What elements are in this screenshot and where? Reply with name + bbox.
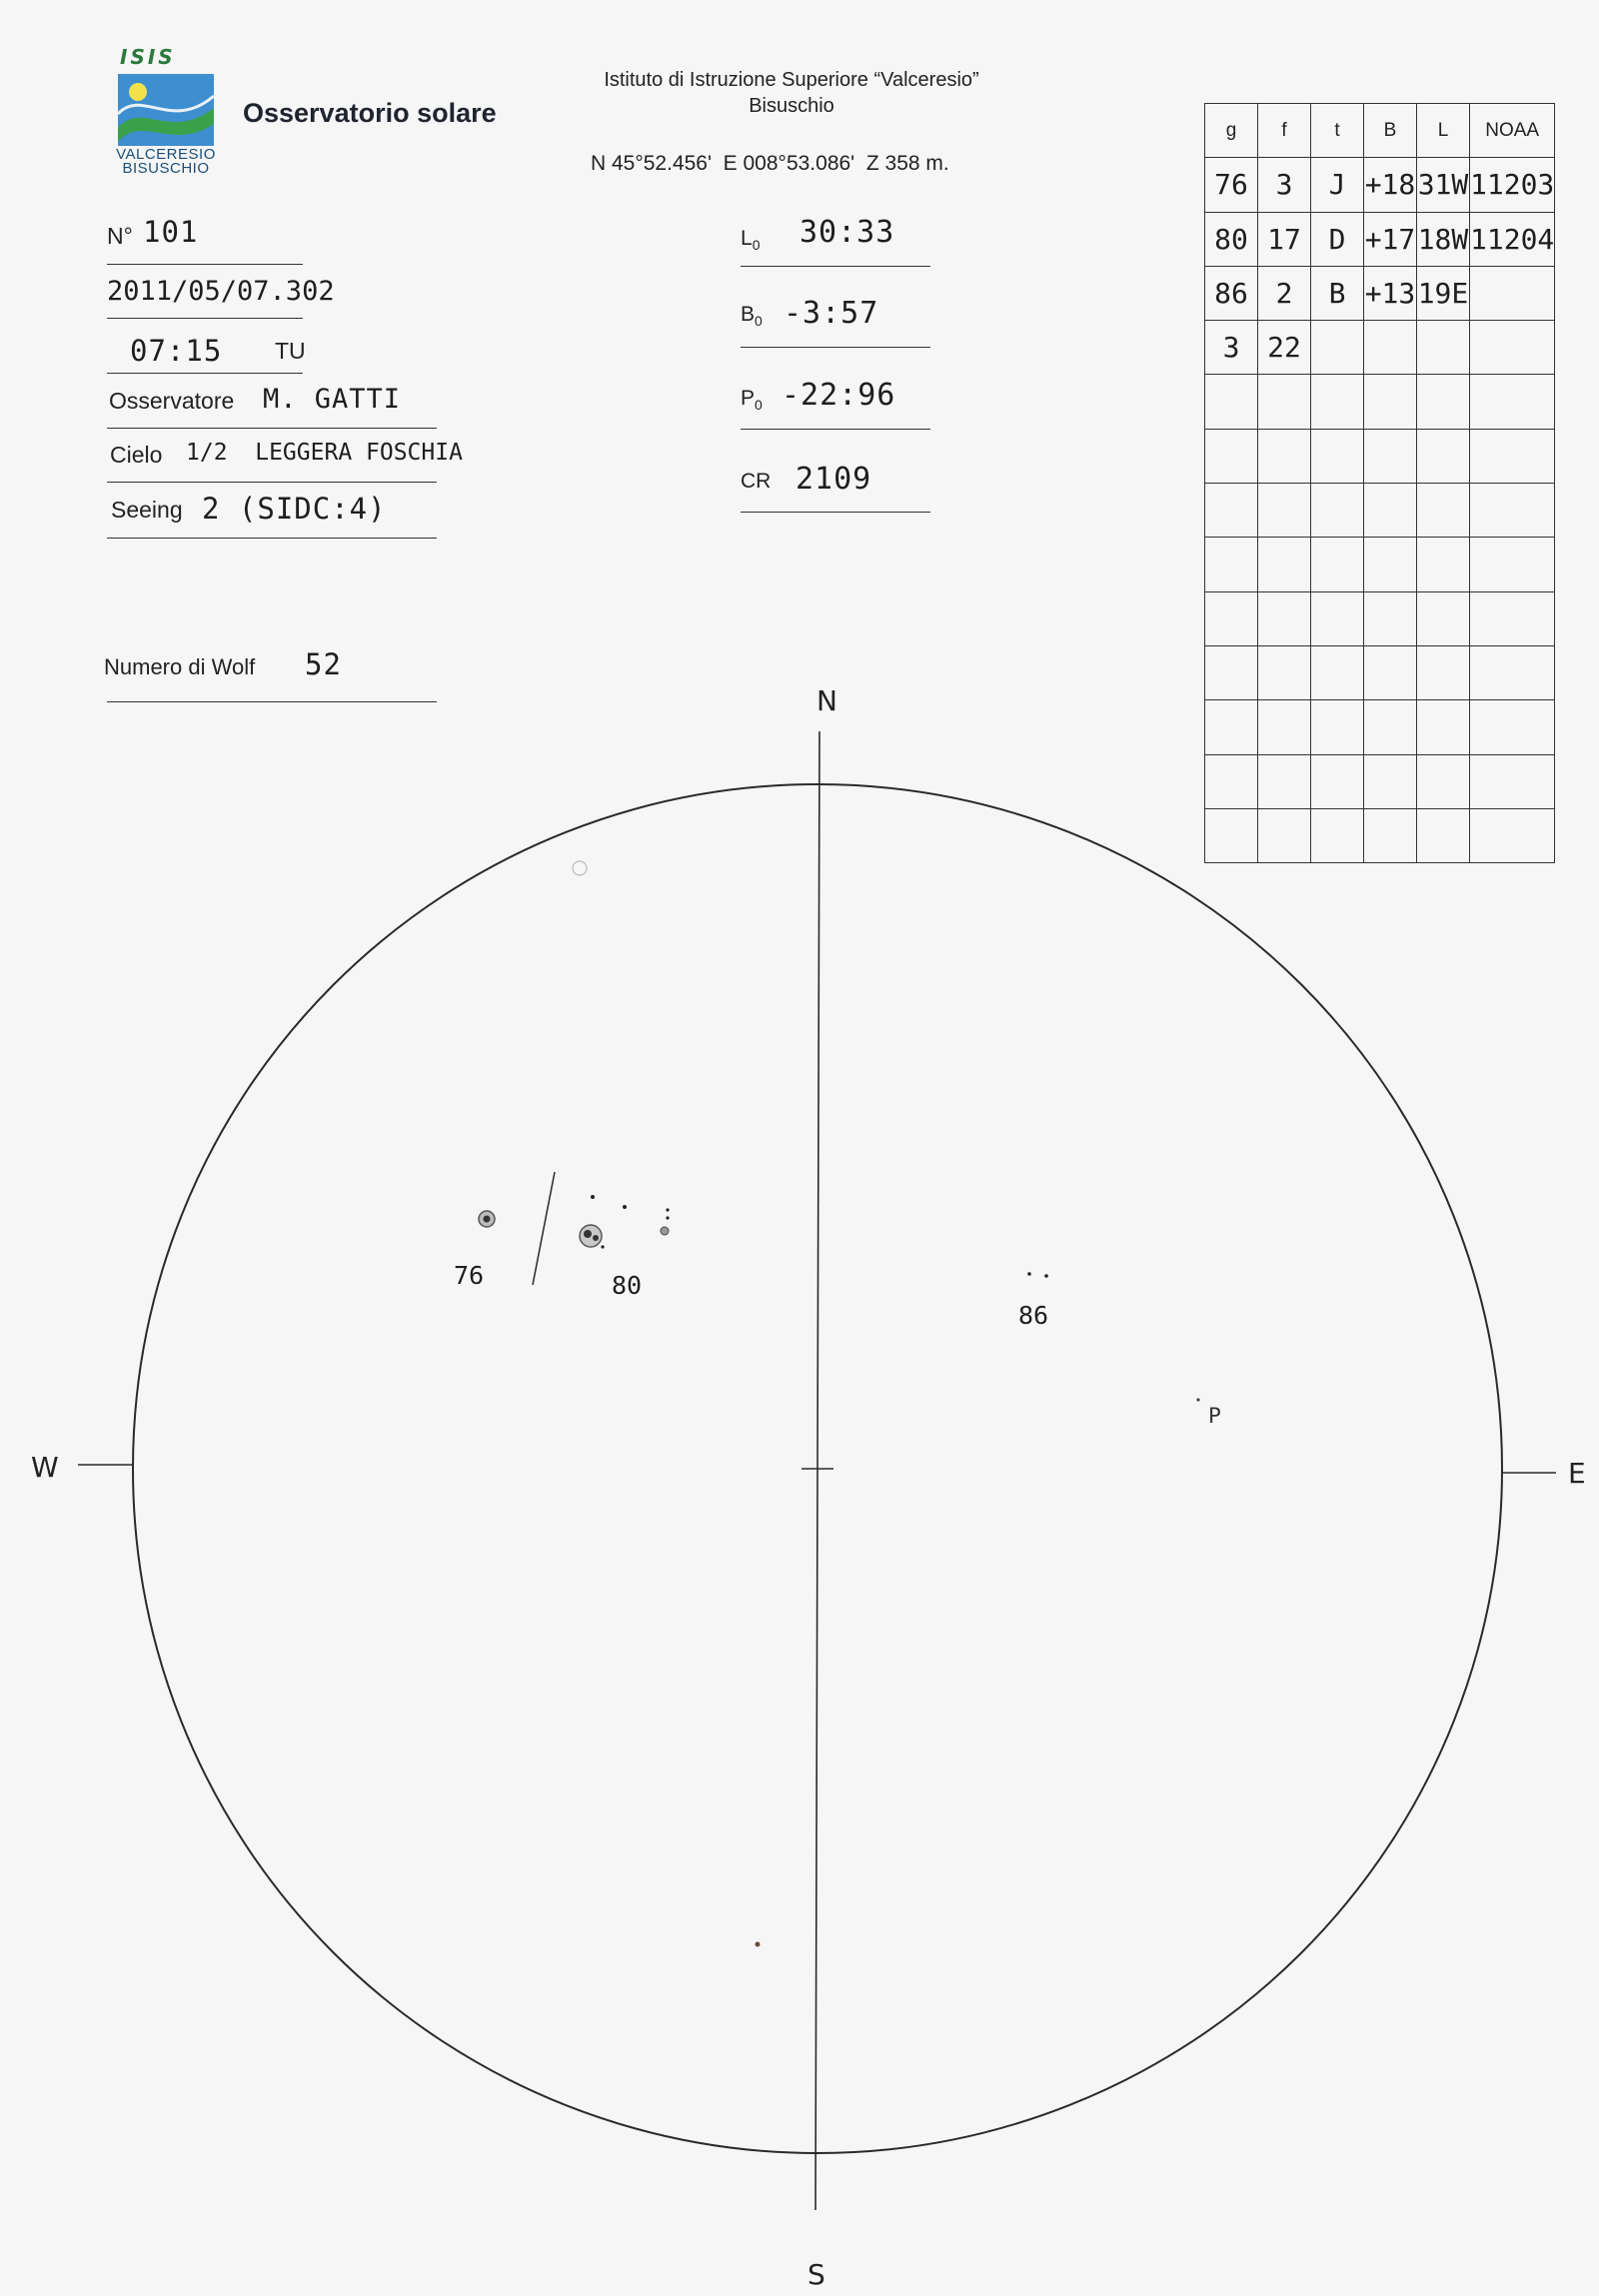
sunspot-group-76 bbox=[479, 1211, 495, 1227]
cell-g: 80 bbox=[1205, 212, 1258, 266]
institute-line-2: Bisuschio bbox=[749, 95, 834, 117]
seeing-label: Seeing bbox=[111, 497, 183, 523]
number-label: N° bbox=[107, 223, 133, 249]
header-b: B bbox=[1364, 104, 1417, 158]
cell-l: 18W bbox=[1417, 212, 1470, 266]
cell-f: 22 bbox=[1258, 321, 1311, 375]
facula-mark bbox=[573, 861, 587, 875]
logo-line-1: VALCERESIO bbox=[116, 146, 216, 163]
header-noaa: NOAA bbox=[1470, 104, 1555, 158]
header-l: L bbox=[1417, 104, 1470, 158]
observatory-coordinates: N 45°52.456' E 008°53.086' Z 358 m. bbox=[591, 152, 949, 175]
cell-noaa: 11204 bbox=[1470, 212, 1555, 266]
sunspot-umbra bbox=[484, 1216, 491, 1223]
group-label-86: 86 bbox=[1018, 1301, 1049, 1330]
wolf-number-value: 52 bbox=[305, 647, 342, 681]
compass-east: E bbox=[1568, 1457, 1586, 1490]
time-value: 07:15 bbox=[130, 334, 223, 368]
cell-b: +18 bbox=[1364, 158, 1417, 212]
cell-g: 86 bbox=[1205, 266, 1258, 320]
group-separator bbox=[533, 1172, 555, 1285]
compass-west: W bbox=[31, 1451, 59, 1484]
cell-t: J bbox=[1311, 158, 1364, 212]
page-title: Osservatorio solare bbox=[243, 98, 497, 128]
sunspot-group-86 bbox=[1027, 1272, 1048, 1278]
p0-label: $P_0$ bbox=[741, 387, 763, 414]
sunspot bbox=[1044, 1274, 1048, 1278]
seeing-value: 2 (SIDC:4) bbox=[202, 492, 387, 526]
cell-f: 17 bbox=[1258, 212, 1311, 266]
b0-value: -3:57 bbox=[784, 296, 879, 331]
cr-value: 2109 bbox=[796, 462, 872, 497]
cell-t: B bbox=[1311, 266, 1364, 320]
header-f: f bbox=[1258, 104, 1311, 158]
sunspot bbox=[601, 1245, 604, 1248]
cell-noaa: 11203 bbox=[1470, 158, 1555, 212]
cell-l: 19E bbox=[1417, 266, 1470, 320]
sunspot-group-80 bbox=[580, 1195, 670, 1249]
sunspot bbox=[661, 1227, 669, 1235]
compass-north: N bbox=[816, 684, 837, 717]
sunspot-umbra bbox=[584, 1230, 592, 1238]
cell-l: 31W bbox=[1417, 158, 1470, 212]
cell-g: 3 bbox=[1205, 321, 1258, 375]
cell-b: +17 bbox=[1364, 212, 1417, 266]
sky-label: Cielo bbox=[110, 442, 163, 468]
time-unit: TU bbox=[275, 338, 306, 364]
header-g: g bbox=[1205, 104, 1258, 158]
sky-value: 1/2 LEGGERA FOSCHIA bbox=[186, 440, 463, 466]
svg-text:ISIS: ISIS bbox=[120, 45, 176, 69]
sunspot bbox=[1027, 1272, 1031, 1276]
number-value: 101 bbox=[143, 215, 199, 249]
header-t: t bbox=[1311, 104, 1364, 158]
institute-line-1: Istituto di Istruzione Superiore “Valceresio” bbox=[604, 69, 979, 91]
group-label-76: 76 bbox=[454, 1261, 485, 1290]
l0-value: 30:33 bbox=[800, 215, 895, 250]
sunspot-umbra bbox=[593, 1235, 599, 1241]
sunspot bbox=[666, 1216, 669, 1219]
cell-g: 76 bbox=[1205, 158, 1258, 212]
sunspot bbox=[623, 1205, 627, 1209]
group-label-80: 80 bbox=[612, 1271, 643, 1300]
cell-f: 2 bbox=[1258, 266, 1311, 320]
cell-f: 3 bbox=[1258, 158, 1311, 212]
p0-value: -22:96 bbox=[782, 378, 896, 413]
marker-p: P bbox=[1208, 1404, 1221, 1428]
compass-south: S bbox=[807, 2258, 825, 2291]
sunspot bbox=[666, 1208, 669, 1211]
b0-label: $B_0$ bbox=[741, 303, 763, 330]
observer-value: M. GATTI bbox=[263, 384, 402, 415]
cell-b: +13 bbox=[1364, 266, 1417, 320]
observer-label: Osservatore bbox=[109, 388, 235, 414]
wolf-number-label: Numero di Wolf bbox=[104, 654, 256, 679]
paper-speck bbox=[756, 1942, 761, 1947]
north-south-axis bbox=[815, 731, 819, 2210]
p-marker-dot bbox=[1196, 1398, 1199, 1401]
logo-line-2: BISUSCHIO bbox=[122, 160, 210, 177]
cell-t: D bbox=[1311, 212, 1364, 266]
sunspot bbox=[591, 1195, 595, 1199]
date-value: 2011/05/07.302 bbox=[107, 276, 335, 307]
l0-label: $L_0$ bbox=[741, 227, 761, 254]
cr-label: CR bbox=[741, 470, 772, 493]
